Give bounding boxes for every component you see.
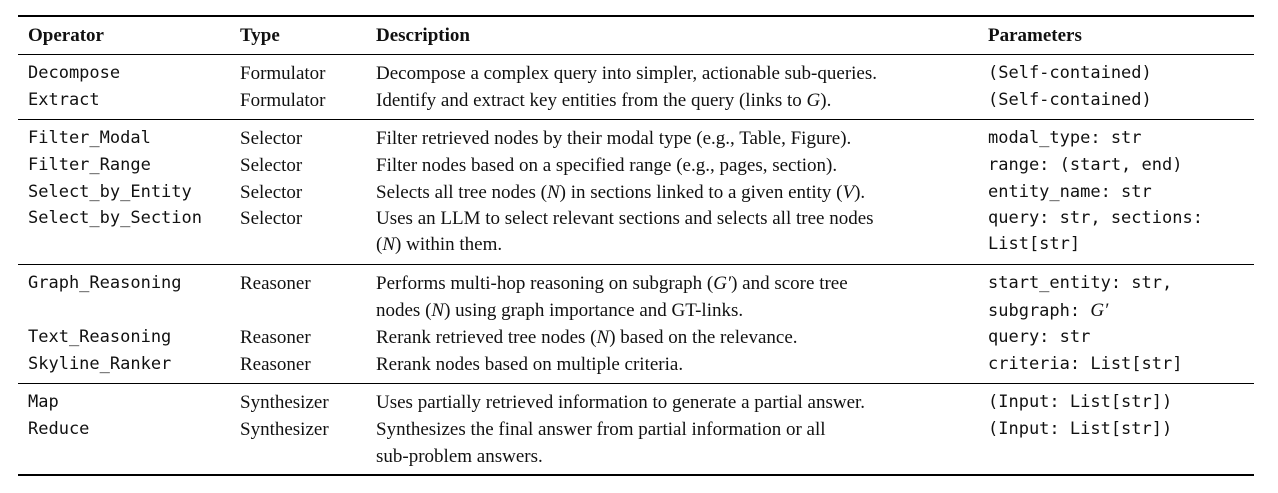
operator-name: Filter_Modal	[28, 128, 151, 148]
operator-parameters-continued: subgraph: G′	[988, 300, 1109, 321]
table-row	[0, 416, 1278, 470]
operator-name: Reduce	[28, 419, 90, 439]
operator-name: Text_Reasoning	[28, 327, 172, 347]
header-operator: Operator	[28, 25, 104, 46]
operator-parameters: query: str, sections:	[988, 208, 1203, 228]
operator-parameters: (Self-contained)	[988, 90, 1152, 110]
top-rule	[18, 15, 1254, 17]
operator-description: Filter nodes based on a specified range (e.g., pages, section).	[376, 155, 838, 176]
operator-type: Selector	[240, 182, 303, 203]
table-row	[0, 389, 1278, 416]
operator-parameters: start_entity: str,	[988, 273, 1173, 293]
operator-name: Skyline_Ranker	[28, 354, 172, 374]
table-row	[0, 270, 1278, 324]
operator-description: Rerank retrieved tree nodes (N) based on the relevance.	[376, 327, 798, 348]
header-description: Description	[376, 25, 470, 46]
group-divider	[18, 264, 1254, 265]
table-row	[0, 324, 1278, 351]
header-parameters: Parameters	[988, 25, 1082, 46]
operator-description: Uses an LLM to select relevant sections and selects all tree nodes	[376, 208, 874, 229]
operator-description-continued: sub-problem answers.	[376, 446, 543, 467]
operator-description: Rerank nodes based on multiple criteria.	[376, 354, 684, 375]
table-row	[0, 60, 1278, 87]
operator-type: Synthesizer	[240, 419, 329, 440]
operator-parameters: query: str	[988, 327, 1091, 347]
header-type: Type	[240, 25, 280, 46]
operator-description: Filter retrieved nodes by their modal type (e.g., Table, Figure).	[376, 128, 852, 149]
operator-description: Selects all tree nodes (N) in sections linked to a given entity (V).	[376, 182, 866, 203]
operator-parameters: (Input: List[str])	[988, 392, 1173, 412]
operator-type: Reasoner	[240, 273, 311, 294]
operator-type: Selector	[240, 128, 303, 149]
operator-type: Reasoner	[240, 327, 311, 348]
table-row	[0, 351, 1278, 378]
group-divider	[18, 383, 1254, 384]
table-row	[0, 87, 1278, 114]
table-row	[0, 179, 1278, 206]
operator-parameters-continued: List[str]	[988, 234, 1081, 254]
operator-description-continued: (N) within them.	[376, 234, 503, 255]
operator-name: Filter_Range	[28, 155, 151, 175]
operator-type: Selector	[240, 155, 303, 176]
operator-type: Synthesizer	[240, 392, 329, 413]
operator-type: Reasoner	[240, 354, 311, 375]
operator-description: Uses partially retrieved information to generate a partial answer.	[376, 392, 866, 413]
operator-type: Selector	[240, 208, 303, 229]
table-row	[0, 205, 1278, 259]
operator-type: Formulator	[240, 63, 326, 84]
table-row	[0, 152, 1278, 179]
table-row	[0, 125, 1278, 152]
operator-description: Identify and extract key entities from the query (links to G).	[376, 90, 832, 111]
header-row	[0, 22, 1278, 49]
group-divider	[18, 119, 1254, 120]
operator-name: Select_by_Entity	[28, 182, 192, 202]
operator-parameters: modal_type: str	[988, 128, 1142, 148]
operator-name: Graph_Reasoning	[28, 273, 182, 293]
operator-name: Extract	[28, 90, 100, 110]
operator-type: Formulator	[240, 90, 326, 111]
operator-name: Map	[28, 392, 59, 412]
operator-parameters: (Input: List[str])	[988, 419, 1173, 439]
operator-description: Synthesizes the final answer from partial information or all	[376, 419, 826, 440]
bottom-rule	[18, 474, 1254, 476]
operator-parameters: range: (start, end)	[988, 155, 1183, 175]
operator-description-continued: nodes (N) using graph importance and GT-links.	[376, 300, 744, 321]
operator-name: Decompose	[28, 63, 121, 83]
operator-description: Decompose a complex query into simpler, actionable sub-queries.	[376, 63, 878, 84]
operator-parameters: (Self-contained)	[988, 63, 1152, 83]
operator-name: Select_by_Section	[28, 208, 202, 228]
operator-parameters: entity_name: str	[988, 182, 1152, 202]
operator-description: Performs multi-hop reasoning on subgraph (G′) and score tree	[376, 273, 848, 294]
operator-parameters: criteria: List[str]	[988, 354, 1183, 374]
header-rule	[18, 54, 1254, 55]
